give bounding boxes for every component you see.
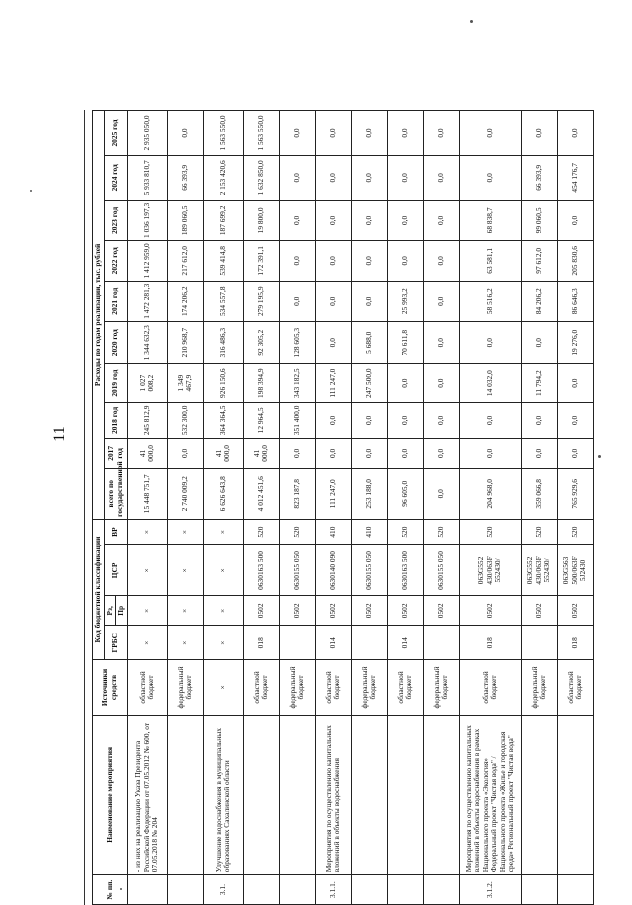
cell-y2019: 1 027 008,2: [127, 364, 167, 402]
cell-y2018: 0,0: [387, 402, 423, 438]
header-source: Источники средств: [93, 660, 128, 715]
cell-y2018: 364 364,5: [203, 402, 243, 438]
cell-y2018: 0,0: [351, 402, 387, 438]
cell-total: 15 448 751,7: [127, 468, 167, 519]
cell-y2022: 63 581,1: [459, 241, 521, 281]
cell-name: [279, 715, 315, 875]
table-row: [203, 111, 243, 905]
cell-y2021: 279 195,9: [243, 281, 279, 321]
cell-y2023: 0,0: [423, 200, 459, 240]
cell-total: 4 012 451,6: [243, 468, 279, 519]
cell-grbs: ×: [203, 626, 243, 660]
cell-total: 204 968,0: [459, 468, 521, 519]
cell-num: 3.1.: [203, 875, 243, 905]
cell-y2021: 86 646,3: [557, 281, 593, 321]
table-row: [521, 111, 557, 905]
cell-y2024: 0,0: [315, 155, 351, 200]
table-row: [315, 111, 351, 905]
table-row: [167, 111, 203, 905]
cell-rz: 0502: [423, 596, 459, 626]
cell-source: областной бюджет: [243, 660, 279, 715]
cell-y2017: 0,0: [521, 438, 557, 468]
cell-vr: 410: [351, 519, 387, 545]
header-2021: 2021 год: [104, 281, 127, 321]
table-body: [127, 111, 593, 905]
cell-y2021: 25 993,2: [387, 281, 423, 321]
cell-y2017: 0,0: [167, 438, 203, 468]
cell-y2019: 247 500,0: [351, 364, 387, 402]
cell-num: 3.1.1.: [315, 875, 351, 905]
cell-num: [423, 875, 459, 905]
cell-y2018: 0,0: [459, 402, 521, 438]
cell-y2017: 0,0: [423, 438, 459, 468]
cell-num: [167, 875, 203, 905]
cell-y2023: 99 060,5: [521, 200, 557, 240]
cell-rz: 0502: [459, 596, 521, 626]
cell-name: [387, 715, 423, 875]
cell-grbs: ×: [167, 626, 203, 660]
cell-y2024: 0,0: [351, 155, 387, 200]
cell-y2018: 0,0: [315, 402, 351, 438]
cell-total: 253 188,0: [351, 468, 387, 519]
cell-y2020: 128 605,3: [279, 321, 315, 364]
cell-num: [243, 875, 279, 905]
cell-y2017: 41 000,0: [203, 438, 243, 468]
cell-y2024: 0,0: [459, 155, 521, 200]
cell-y2019: 926 150,6: [203, 364, 243, 402]
cell-csr: 0630163 500: [243, 545, 279, 596]
cell-csr: 0630163 500: [387, 545, 423, 596]
cell-y2023: 189 060,5: [167, 200, 203, 240]
table-row: [423, 111, 459, 905]
cell-y2018: 245 812,9: [127, 402, 167, 438]
cell-y2025: 1 563 550,0: [243, 111, 279, 156]
cell-source: федеральный бюджет: [167, 660, 203, 715]
cell-y2019: 14 032,0: [459, 364, 521, 402]
cell-y2025: 0,0: [279, 111, 315, 156]
page-number: 11: [51, 426, 68, 442]
cell-num: [279, 875, 315, 905]
cell-y2023: 68 838,7: [459, 200, 521, 240]
cell-total: 0,0: [423, 468, 459, 519]
cell-y2025: 0,0: [315, 111, 351, 156]
table-row: [387, 111, 423, 905]
header-vr: ВР: [104, 519, 127, 545]
cell-name: [351, 715, 387, 875]
cell-vr: 410: [315, 519, 351, 545]
cell-y2023: 0,0: [387, 200, 423, 240]
cell-grbs: ×: [127, 626, 167, 660]
cell-csr: 0630155 050: [279, 545, 315, 596]
cell-vr: 520: [459, 519, 521, 545]
cell-y2017: 0,0: [351, 438, 387, 468]
cell-total: 96 605,0: [387, 468, 423, 519]
cell-y2019: 0,0: [423, 364, 459, 402]
cell-csr: 063G552 430/063F 552430/: [521, 545, 557, 596]
cell-y2021: 534 557,8: [203, 281, 243, 321]
cell-source: ×: [203, 660, 243, 715]
cell-y2017: 0,0: [557, 438, 593, 468]
cell-grbs: [279, 626, 315, 660]
cell-num: [387, 875, 423, 905]
cell-y2022: 0,0: [315, 241, 351, 281]
cell-y2025: 0,0: [459, 111, 521, 156]
cell-source: федеральный бюджет: [279, 660, 315, 715]
header-pr: Пр: [116, 596, 128, 626]
cell-y2022: 0,0: [351, 241, 387, 281]
cell-y2023: 0,0: [315, 200, 351, 240]
cell-y2019: 11 794,2: [521, 364, 557, 402]
cell-y2022: 0,0: [387, 241, 423, 281]
header-code-group: Код бюджетной классификации: [93, 519, 105, 659]
cell-grbs: [423, 626, 459, 660]
cell-total: 823 187,8: [279, 468, 315, 519]
cell-y2022: 1 412 959,0: [127, 241, 167, 281]
cell-rz: 0502: [315, 596, 351, 626]
cell-rz: 0502: [279, 596, 315, 626]
cell-y2020: 210 968,7: [167, 321, 203, 364]
header-csr: ЦСР: [104, 545, 127, 596]
cell-name: Мероприятия по осуществлению капитальных вложений в объекты водоснабжения в рамках Национального проекта «Экология» Федеральный проект "Чистая вода" / Национального проекта «Жилье и городская среда» Региональный проект "Чистая вода": [459, 715, 521, 875]
header-num: № пп.: [93, 875, 128, 905]
cell-y2022: 172 391,1: [243, 241, 279, 281]
cell-source: областной бюджет: [315, 660, 351, 715]
cell-y2017: 41 000,0: [127, 438, 167, 468]
cell-csr: 0630155 050: [423, 545, 459, 596]
cell-y2020: 19 276,0: [557, 321, 593, 364]
cell-y2020: 0,0: [459, 321, 521, 364]
cell-rz: ×: [127, 596, 167, 626]
cell-csr: 0630140 090: [315, 545, 351, 596]
cell-num: [521, 875, 557, 905]
cell-y2020: 1 344 632,3: [127, 321, 167, 364]
cell-y2021: 84 206,2: [521, 281, 557, 321]
scan-speck: [470, 20, 473, 23]
cell-vr: 520: [423, 519, 459, 545]
budget-table: [92, 110, 594, 905]
cell-rz: 0502: [351, 596, 387, 626]
cell-name: [557, 715, 593, 875]
header-2022: 2022 год: [104, 241, 127, 281]
cell-vr: 520: [521, 519, 557, 545]
cell-vr: ×: [127, 519, 167, 545]
cell-y2019: 1 349 467,9: [167, 364, 203, 402]
cell-rz: 0502: [557, 596, 593, 626]
table-row: [243, 111, 279, 905]
cell-y2019: 343 182,5: [279, 364, 315, 402]
cell-source: областной бюджет: [387, 660, 423, 715]
cell-y2024: 66 393,9: [167, 155, 203, 200]
cell-y2018: 12 964,5: [243, 402, 279, 438]
cell-y2023: 0,0: [557, 200, 593, 240]
cell-grbs: [521, 626, 557, 660]
table-row: [557, 111, 593, 905]
cell-y2022: 217 612,0: [167, 241, 203, 281]
cell-name: [167, 715, 203, 875]
header-2018: 2018 год: [104, 402, 127, 438]
cell-y2017: 0,0: [459, 438, 521, 468]
table-row: [127, 111, 167, 905]
cell-vr: 520: [243, 519, 279, 545]
cell-name: Улучшение водоснабжения в муниципальных образованиях Сахалинской области: [203, 715, 243, 875]
cell-y2024: 66 393,9: [521, 155, 557, 200]
cell-y2025: 0,0: [387, 111, 423, 156]
cell-y2025: 2 935 050,0: [127, 111, 167, 156]
cell-y2019: 111 247,0: [315, 364, 351, 402]
cell-source: областной бюджет: [459, 660, 521, 715]
cell-y2023: 19 800,0: [243, 200, 279, 240]
header-2020: 2020 год: [104, 321, 127, 364]
cell-y2023: 1 036 197,3: [127, 200, 167, 240]
cell-y2024: 0,0: [423, 155, 459, 200]
cell-y2024: 2 153 420,6: [203, 155, 243, 200]
cell-y2021: 0,0: [279, 281, 315, 321]
cell-y2018: 0,0: [521, 402, 557, 438]
cell-y2025: 0,0: [557, 111, 593, 156]
cell-y2020: 0,0: [315, 321, 351, 364]
cell-y2022: 97 612,0: [521, 241, 557, 281]
header-2023: 2023 год: [104, 200, 127, 240]
cell-source: федеральный бюджет: [521, 660, 557, 715]
header-expenses-group: Расходы по годам реализации, тыс. рублей: [93, 111, 105, 520]
header-2017: 2017 год: [104, 438, 127, 468]
cell-y2018: 0,0: [557, 402, 593, 438]
cell-y2023: 187 699,2: [203, 200, 243, 240]
cell-grbs: [351, 626, 387, 660]
header-name: Наименование мероприятия: [93, 715, 128, 875]
cell-y2025: 1 563 550,0: [203, 111, 243, 156]
cell-y2022: 0,0: [423, 241, 459, 281]
cell-vr: 520: [387, 519, 423, 545]
cell-num: [351, 875, 387, 905]
cell-vr: 520: [279, 519, 315, 545]
cell-y2024: 0,0: [387, 155, 423, 200]
cell-grbs: 014: [315, 626, 351, 660]
cell-source: областной бюджет: [557, 660, 593, 715]
cell-total: 765 929,6: [557, 468, 593, 519]
cell-num: 3.1.2.: [459, 875, 521, 905]
cell-y2024: 0,0: [279, 155, 315, 200]
cell-y2025: 0,0: [423, 111, 459, 156]
table-row: [351, 111, 387, 905]
cell-y2017: 0,0: [387, 438, 423, 468]
cell-csr: ×: [167, 545, 203, 596]
cell-source: федеральный бюджет: [423, 660, 459, 715]
cell-grbs: 018: [459, 626, 521, 660]
cell-grbs: 018: [243, 626, 279, 660]
rotated-budget-table-container: [92, 110, 627, 905]
cell-total: 359 066,8: [521, 468, 557, 519]
table-row: [459, 111, 521, 905]
header-2025: 2025 год: [104, 111, 127, 156]
cell-y2020: 5 688,0: [351, 321, 387, 364]
cell-name: [521, 715, 557, 875]
cell-y2020: 70 611,8: [387, 321, 423, 364]
cell-y2022: 205 830,6: [557, 241, 593, 281]
cell-y2025: 0,0: [167, 111, 203, 156]
cell-y2018: 0,0: [423, 402, 459, 438]
header-2019: 2019 год: [104, 364, 127, 402]
cell-source: областной бюджет: [127, 660, 167, 715]
cell-name: - из них на реализацию Указа Президента Российской Федерации от 07.05.2012 № 600, от 07.05.2018 № 204: [127, 715, 167, 875]
cell-source: федеральный бюджет: [351, 660, 387, 715]
cell-y2020: 316 486,3: [203, 321, 243, 364]
cell-csr: ×: [127, 545, 167, 596]
cell-y2021: 58 516,2: [459, 281, 521, 321]
cell-y2017: 0,0: [279, 438, 315, 468]
cell-y2021: 0,0: [315, 281, 351, 321]
cell-rz: ×: [167, 596, 203, 626]
cell-y2019: 198 394,9: [243, 364, 279, 402]
cell-vr: ×: [203, 519, 243, 545]
cell-csr: ×: [203, 545, 243, 596]
cell-y2024: 1 632 850,0: [243, 155, 279, 200]
cell-num: [557, 875, 593, 905]
cell-rz: 0502: [387, 596, 423, 626]
cell-y2023: 0,0: [279, 200, 315, 240]
header-grbs: ГРБС: [104, 626, 127, 660]
cell-y2025: 0,0: [521, 111, 557, 156]
cell-rz: 0502: [243, 596, 279, 626]
header-2024: 2024 год: [104, 155, 127, 200]
cell-y2021: 0,0: [351, 281, 387, 321]
cell-y2021: 0,0: [423, 281, 459, 321]
cell-name: [423, 715, 459, 875]
cell-y2019: 0,0: [387, 364, 423, 402]
cell-y2017: 41 000,0: [243, 438, 279, 468]
cell-y2021: 174 206,2: [167, 281, 203, 321]
cell-y2018: 351 400,0: [279, 402, 315, 438]
cell-y2017: 0,0: [315, 438, 351, 468]
cell-y2020: 0,0: [423, 321, 459, 364]
cell-total: 6 626 643,8: [203, 468, 243, 519]
cell-rz: 0502: [521, 596, 557, 626]
cell-name: Мероприятия по осуществлению капитальных вложений в объекты водоснабжения: [315, 715, 351, 875]
cell-csr: 063G563 500/063F 5J2430: [557, 545, 593, 596]
cell-y2020: 92 305,2: [243, 321, 279, 364]
cell-vr: ×: [167, 519, 203, 545]
cell-y2023: 0,0: [351, 200, 387, 240]
scan-speck: [120, 888, 122, 890]
cell-y2020: 0,0: [521, 321, 557, 364]
cell-csr: 063G552 430/063F 552430/: [459, 545, 521, 596]
cell-y2022: 0,0: [279, 241, 315, 281]
table-row: [279, 111, 315, 905]
cell-vr: 520: [557, 519, 593, 545]
cell-y2018: 532 300,0: [167, 402, 203, 438]
cell-total: 2 740 009,2: [167, 468, 203, 519]
header-row-1: [93, 111, 105, 905]
scan-speck: [598, 455, 601, 458]
cell-y2021: 1 472 281,3: [127, 281, 167, 321]
cell-y2022: 539 414,8: [203, 241, 243, 281]
cell-grbs: 014: [387, 626, 423, 660]
cell-y2025: 0,0: [351, 111, 387, 156]
cell-num: [127, 875, 167, 905]
cell-y2019: 0,0: [557, 364, 593, 402]
cell-csr: 0630155 050: [351, 545, 387, 596]
top-border-line: [84, 110, 85, 905]
cell-y2024: 454 176,7: [557, 155, 593, 200]
scan-speck: [30, 190, 32, 192]
cell-y2024: 5 933 810,7: [127, 155, 167, 200]
header-rz: Рз,: [104, 596, 116, 626]
cell-grbs: 018: [557, 626, 593, 660]
cell-rz: ×: [203, 596, 243, 626]
header-total: всего по государственной: [104, 468, 127, 519]
cell-total: 111 247,0: [315, 468, 351, 519]
cell-name: [243, 715, 279, 875]
